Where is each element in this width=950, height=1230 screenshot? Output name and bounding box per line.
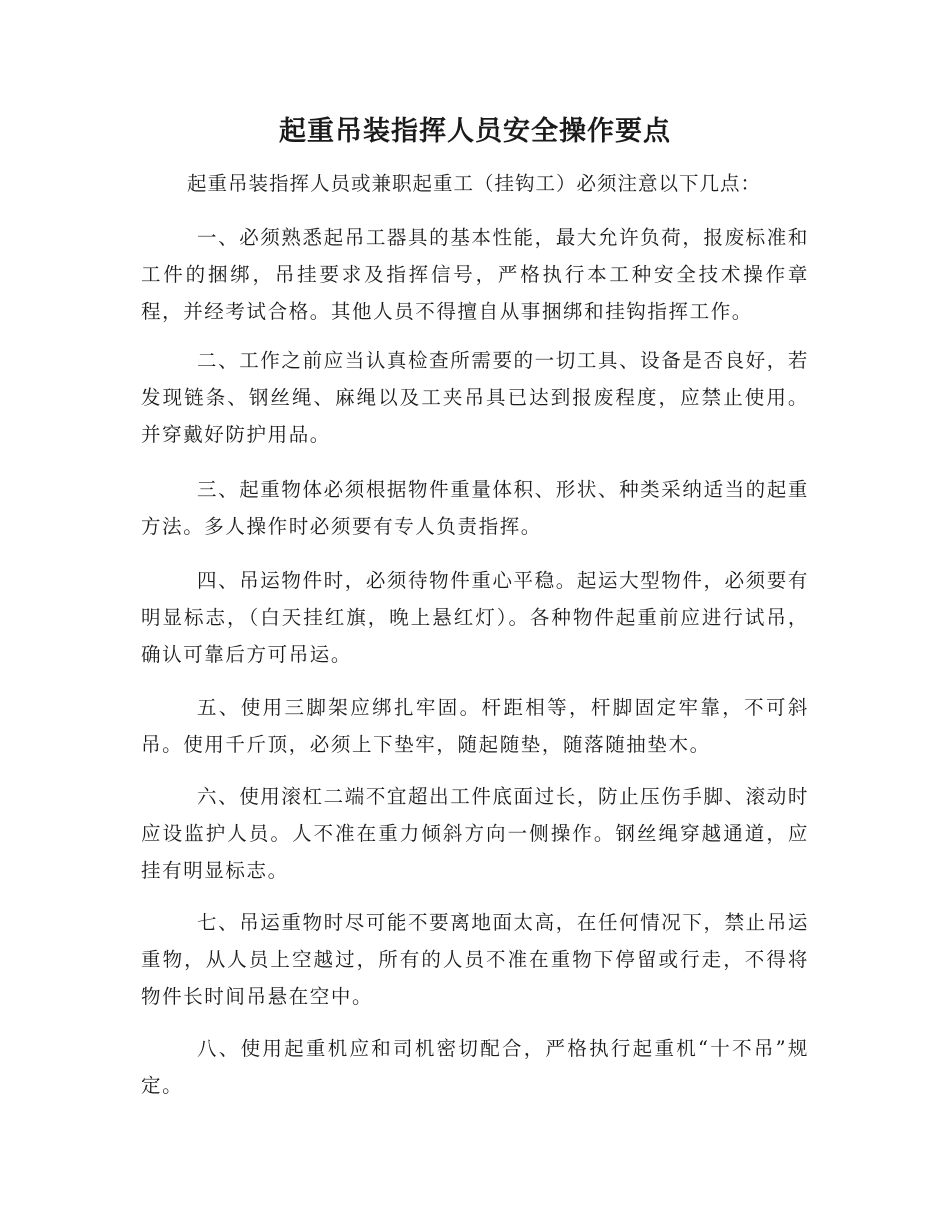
paragraph-5: 五、使用三脚架应绑扎牢固。杆距相等，杆脚固定牢靠，不可斜吊。使用千斤顶，必须上下垫牢，随起随垫，随落随抽垫木。 [141,696,809,756]
paragraph-4: 四、吊运物件时，必须待物件重心平稳。起运大型物件，必须要有明显标志，（白天挂红旗，晚上悬红灯）。各种物件起重前应进行试吊，确认可靠后方可吊运。 [141,569,809,666]
intro-paragraph: 起重吊装指挥人员或兼职起重工（挂钩工）必须注意以下几点： [187,172,762,195]
paragraph-2: 二、工作之前应当认真检查所需要的一切工具、设备是否良好，若发现链条、钢丝绳、麻绳以及工夹吊具已达到报废程度，应禁止使用。并穿戴好防护用品。 [141,349,809,446]
paragraph-7: 七、吊运重物时尽可能不要离地面太高，在任何情况下，禁止吊运重物，从人员上空越过，所有的人员不准在重物下停留或行走，不得将物件长时间吊悬在空中。 [141,911,809,1008]
paragraph-6: 六、使用滚杠二端不宜超出工件底面过长，防止压伤手脚、滚动时应设监护人员。人不准在重力倾斜方向一侧操作。钢丝绳穿越通道，应挂有明显标志。 [141,785,809,882]
paragraph-1: 一、必须熟悉起吊工器具的基本性能，最大允许负荷，报废标准和工件的捆绑，吊挂要求及指挥信号，严格执行本工种安全技术操作章程，并经考试合格。其他人员不得擅自从事捆绑和挂钩指挥工作。 [141,226,809,323]
paragraph-3: 三、起重物体必须根据物件重量体积、形状、种类采纳适当的起重方法。多人操作时必须要有专人负责指挥。 [141,478,809,538]
document-title: 起重吊装指挥人员安全操作要点 [279,116,671,147]
paragraph-8: 八、使用起重机应和司机密切配合，严格执行起重机“十不吊”规定。 [141,1037,809,1097]
